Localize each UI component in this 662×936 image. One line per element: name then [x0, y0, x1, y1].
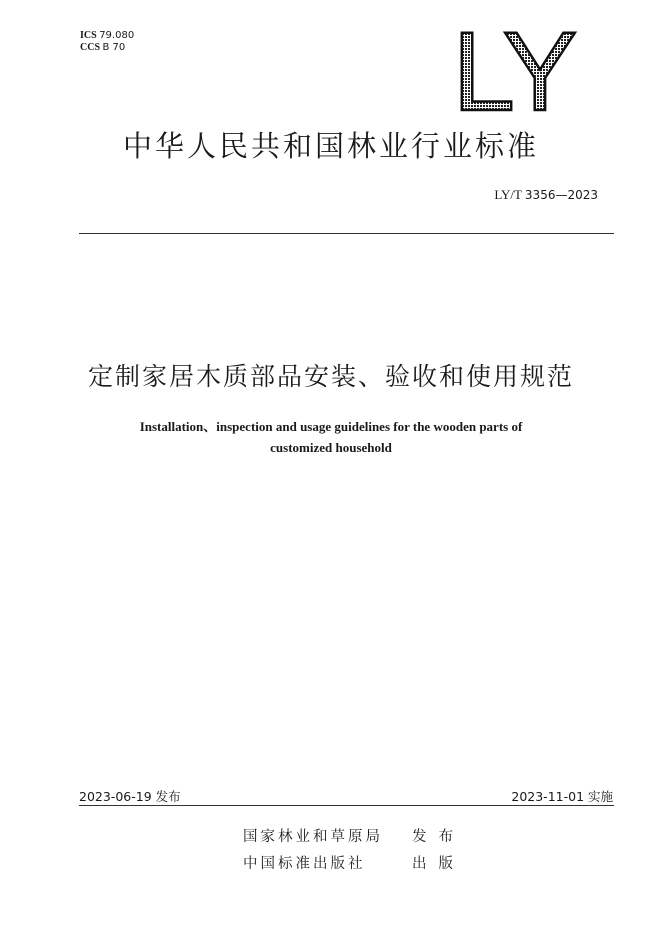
publish-date: 2023-06-19 发布 [79, 789, 181, 804]
classification-codes [80, 30, 134, 54]
ics-code: 79.080 [99, 30, 135, 41]
publisher-action: 出版 [412, 856, 465, 872]
bottom-divider [79, 805, 614, 806]
standard-category-title: 中华人民共和国林业行业标准 [122, 129, 539, 163]
ly-logo-text: LY [452, 18, 574, 126]
standard-number-value: 3356—2023 [524, 188, 598, 202]
document-title-zh: 定制家居木质部品安装、验收和使用规范 [87, 362, 574, 391]
ccs-line [80, 42, 134, 54]
document-title-en-line2: customized household [270, 440, 392, 455]
standard-number-prefix: LY/T [494, 187, 522, 202]
issuer-action: 发布 [412, 829, 465, 845]
issuer-name: 国家林业和草原局 [243, 829, 383, 845]
ly-logo [438, 18, 588, 126]
ics-label: ICS [80, 30, 97, 41]
document-title-en [90, 416, 572, 458]
ccs-label: CCS [80, 42, 101, 53]
ccs-code: B 70 [102, 42, 126, 53]
document-title-en-line1: Installation、inspection and usage guidelines for the wooden parts of [139, 419, 523, 434]
top-divider [79, 233, 614, 234]
ics-line [80, 30, 134, 42]
publisher-name: 中国标准出版社 [243, 856, 366, 872]
implement-date: 2023-11-01 实施 [511, 789, 613, 804]
standard-number [494, 187, 598, 203]
